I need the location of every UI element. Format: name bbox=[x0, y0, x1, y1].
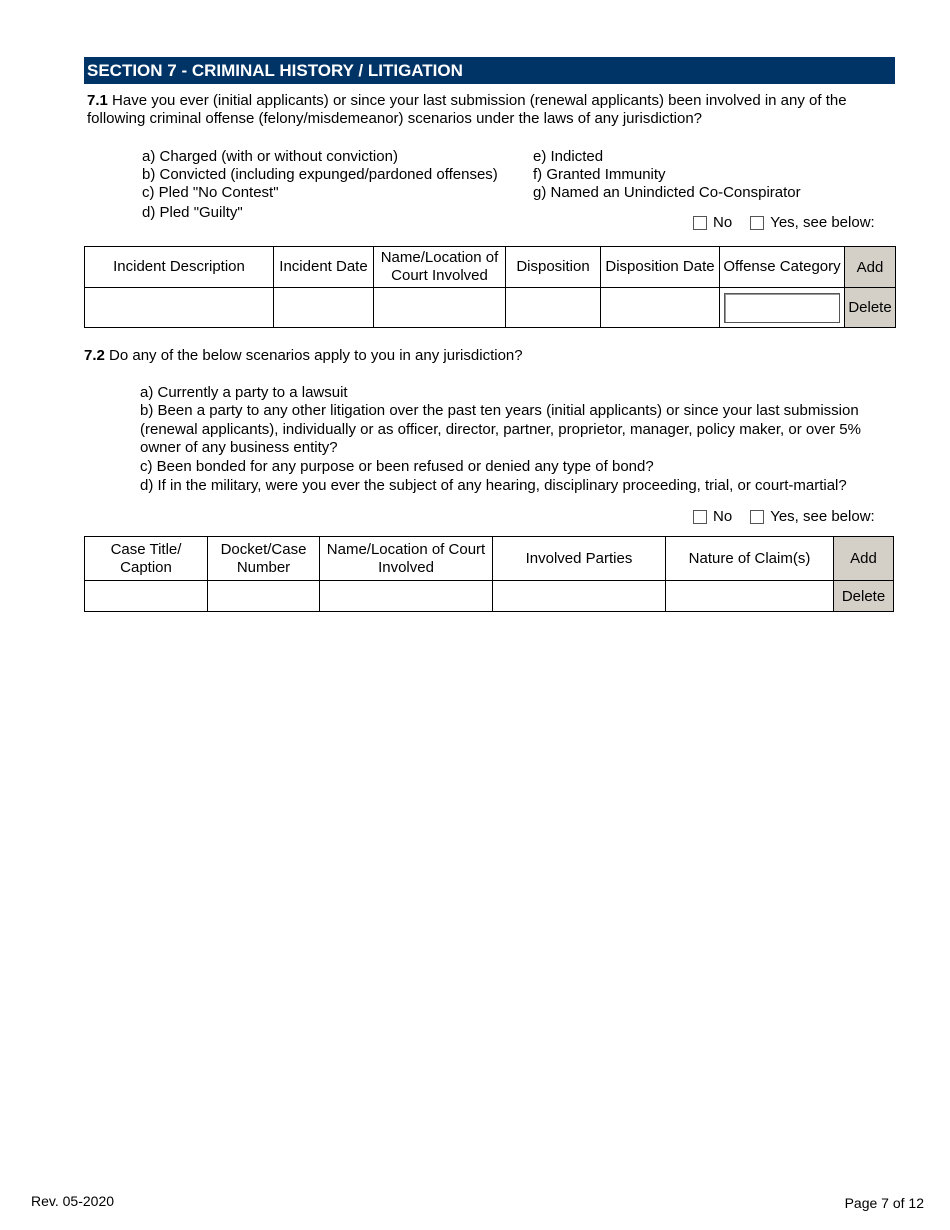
table1-add-cell bbox=[845, 247, 896, 288]
table2-case-title-cell[interactable] bbox=[85, 581, 208, 612]
table2-header-docket-number: Docket/Case Number bbox=[208, 537, 320, 581]
offense-category-input[interactable] bbox=[724, 293, 840, 323]
table1-delete-cell bbox=[845, 288, 896, 328]
table2-court-cell[interactable] bbox=[320, 581, 493, 612]
q71-item-a: a) Charged (with or without conviction) bbox=[142, 148, 398, 165]
table1-delete-button[interactable]: Delete bbox=[845, 289, 895, 327]
table1-court-cell[interactable] bbox=[374, 288, 506, 328]
q72-item-a: a) Currently a party to a lawsuit bbox=[140, 384, 348, 401]
table1-incident-date-cell[interactable] bbox=[274, 288, 374, 328]
litigation-table bbox=[84, 536, 894, 612]
q72-answer-row bbox=[693, 508, 875, 526]
table1-header-incident-description: Incident Description bbox=[85, 247, 274, 288]
q71-answer-row bbox=[693, 214, 875, 232]
table1-offense-category-cell bbox=[720, 288, 845, 328]
question-7-2 bbox=[84, 347, 884, 365]
table2-involved-parties-cell[interactable] bbox=[493, 581, 666, 612]
table1-header-row bbox=[85, 247, 896, 288]
q71-yes-checkbox[interactable] bbox=[750, 216, 764, 230]
table1-header-disposition: Disposition bbox=[506, 247, 601, 288]
question-7-2-number: 7.2 bbox=[84, 347, 105, 364]
table1-disposition-date-cell[interactable] bbox=[601, 288, 720, 328]
q72-no-label: No bbox=[713, 508, 733, 525]
q71-no-label: No bbox=[713, 214, 733, 231]
revision-label: Rev. 05-2020 bbox=[31, 1193, 115, 1209]
q72-item-b: b) Been a party to any other litigation over the past ten years (initial applicants) or since your last submission (renewal applicants), individually or as officer, director, partner, proprietor, manager, policy maker, or over 5% owner of any business entity? bbox=[140, 402, 861, 456]
table2-delete-cell bbox=[834, 581, 894, 612]
question-7-1 bbox=[87, 92, 887, 128]
table2-header-case-title: Case Title/ Caption bbox=[85, 537, 208, 581]
question-7-2-text: Do any of the below scenarios apply to you in any jurisdiction? bbox=[104, 347, 523, 364]
q71-item-b: b) Convicted (including expunged/pardoned offenses) bbox=[142, 166, 498, 183]
question-7-1-text: Have you ever (initial applicants) or since your last submission (renewal applicants) been involved in any of the following criminal offense (felony/misdemeanor) scenarios under the laws of any jurisdiction? bbox=[87, 92, 847, 127]
table2-delete-button[interactable]: Delete bbox=[834, 582, 893, 611]
question-7-1-number: 7.1 bbox=[87, 92, 108, 109]
table2-header-nature-of-claims: Nature of Claim(s) bbox=[666, 537, 834, 581]
table2-add-button[interactable]: Add bbox=[834, 538, 893, 580]
q71-item-g: g) Named an Unindicted Co-Conspirator bbox=[533, 184, 801, 201]
table2-nature-of-claims-cell[interactable] bbox=[666, 581, 834, 612]
q72-item-c: c) Been bonded for any purpose or been refused or denied any type of bond? bbox=[140, 458, 654, 475]
q71-item-e: e) Indicted bbox=[533, 148, 604, 165]
table1-incident-description-cell[interactable] bbox=[85, 288, 274, 328]
q71-item-c: c) Pled "No Contest" bbox=[142, 184, 279, 201]
q71-no-checkbox[interactable] bbox=[693, 216, 707, 230]
page-number: Page 7 of 12 bbox=[844, 1195, 924, 1211]
table1-header-offense-category: Offense Category bbox=[720, 247, 845, 288]
table1-header-court: Name/Location of Court Involved bbox=[374, 247, 506, 288]
q72-yes-checkbox[interactable] bbox=[750, 510, 764, 524]
table1-disposition-cell[interactable] bbox=[506, 288, 601, 328]
q71-item-f: f) Granted Immunity bbox=[533, 166, 666, 183]
q71-yes-label: Yes, see below: bbox=[770, 214, 875, 231]
q72-item-d: d) If in the military, were you ever the subject of any hearing, disciplinary proceeding, trial, or court-martial? bbox=[140, 477, 847, 494]
table2-add-cell bbox=[834, 537, 894, 581]
table-row bbox=[85, 581, 894, 612]
table2-docket-number-cell[interactable] bbox=[208, 581, 320, 612]
table1-add-button[interactable]: Add bbox=[845, 248, 895, 287]
table-row bbox=[85, 288, 896, 328]
table2-header-row bbox=[85, 537, 894, 581]
q72-no-checkbox[interactable] bbox=[693, 510, 707, 524]
q72-yes-label: Yes, see below: bbox=[770, 508, 875, 525]
section-title: SECTION 7 - CRIMINAL HISTORY / LITIGATION bbox=[84, 57, 895, 84]
table1-header-incident-date: Incident Date bbox=[274, 247, 374, 288]
table1-header-disposition-date: Disposition Date bbox=[601, 247, 720, 288]
criminal-history-table bbox=[84, 246, 896, 328]
q71-item-d: d) Pled "Guilty" bbox=[142, 204, 243, 221]
table2-header-court: Name/Location of Court Involved bbox=[320, 537, 493, 581]
table2-header-involved-parties: Involved Parties bbox=[493, 537, 666, 581]
